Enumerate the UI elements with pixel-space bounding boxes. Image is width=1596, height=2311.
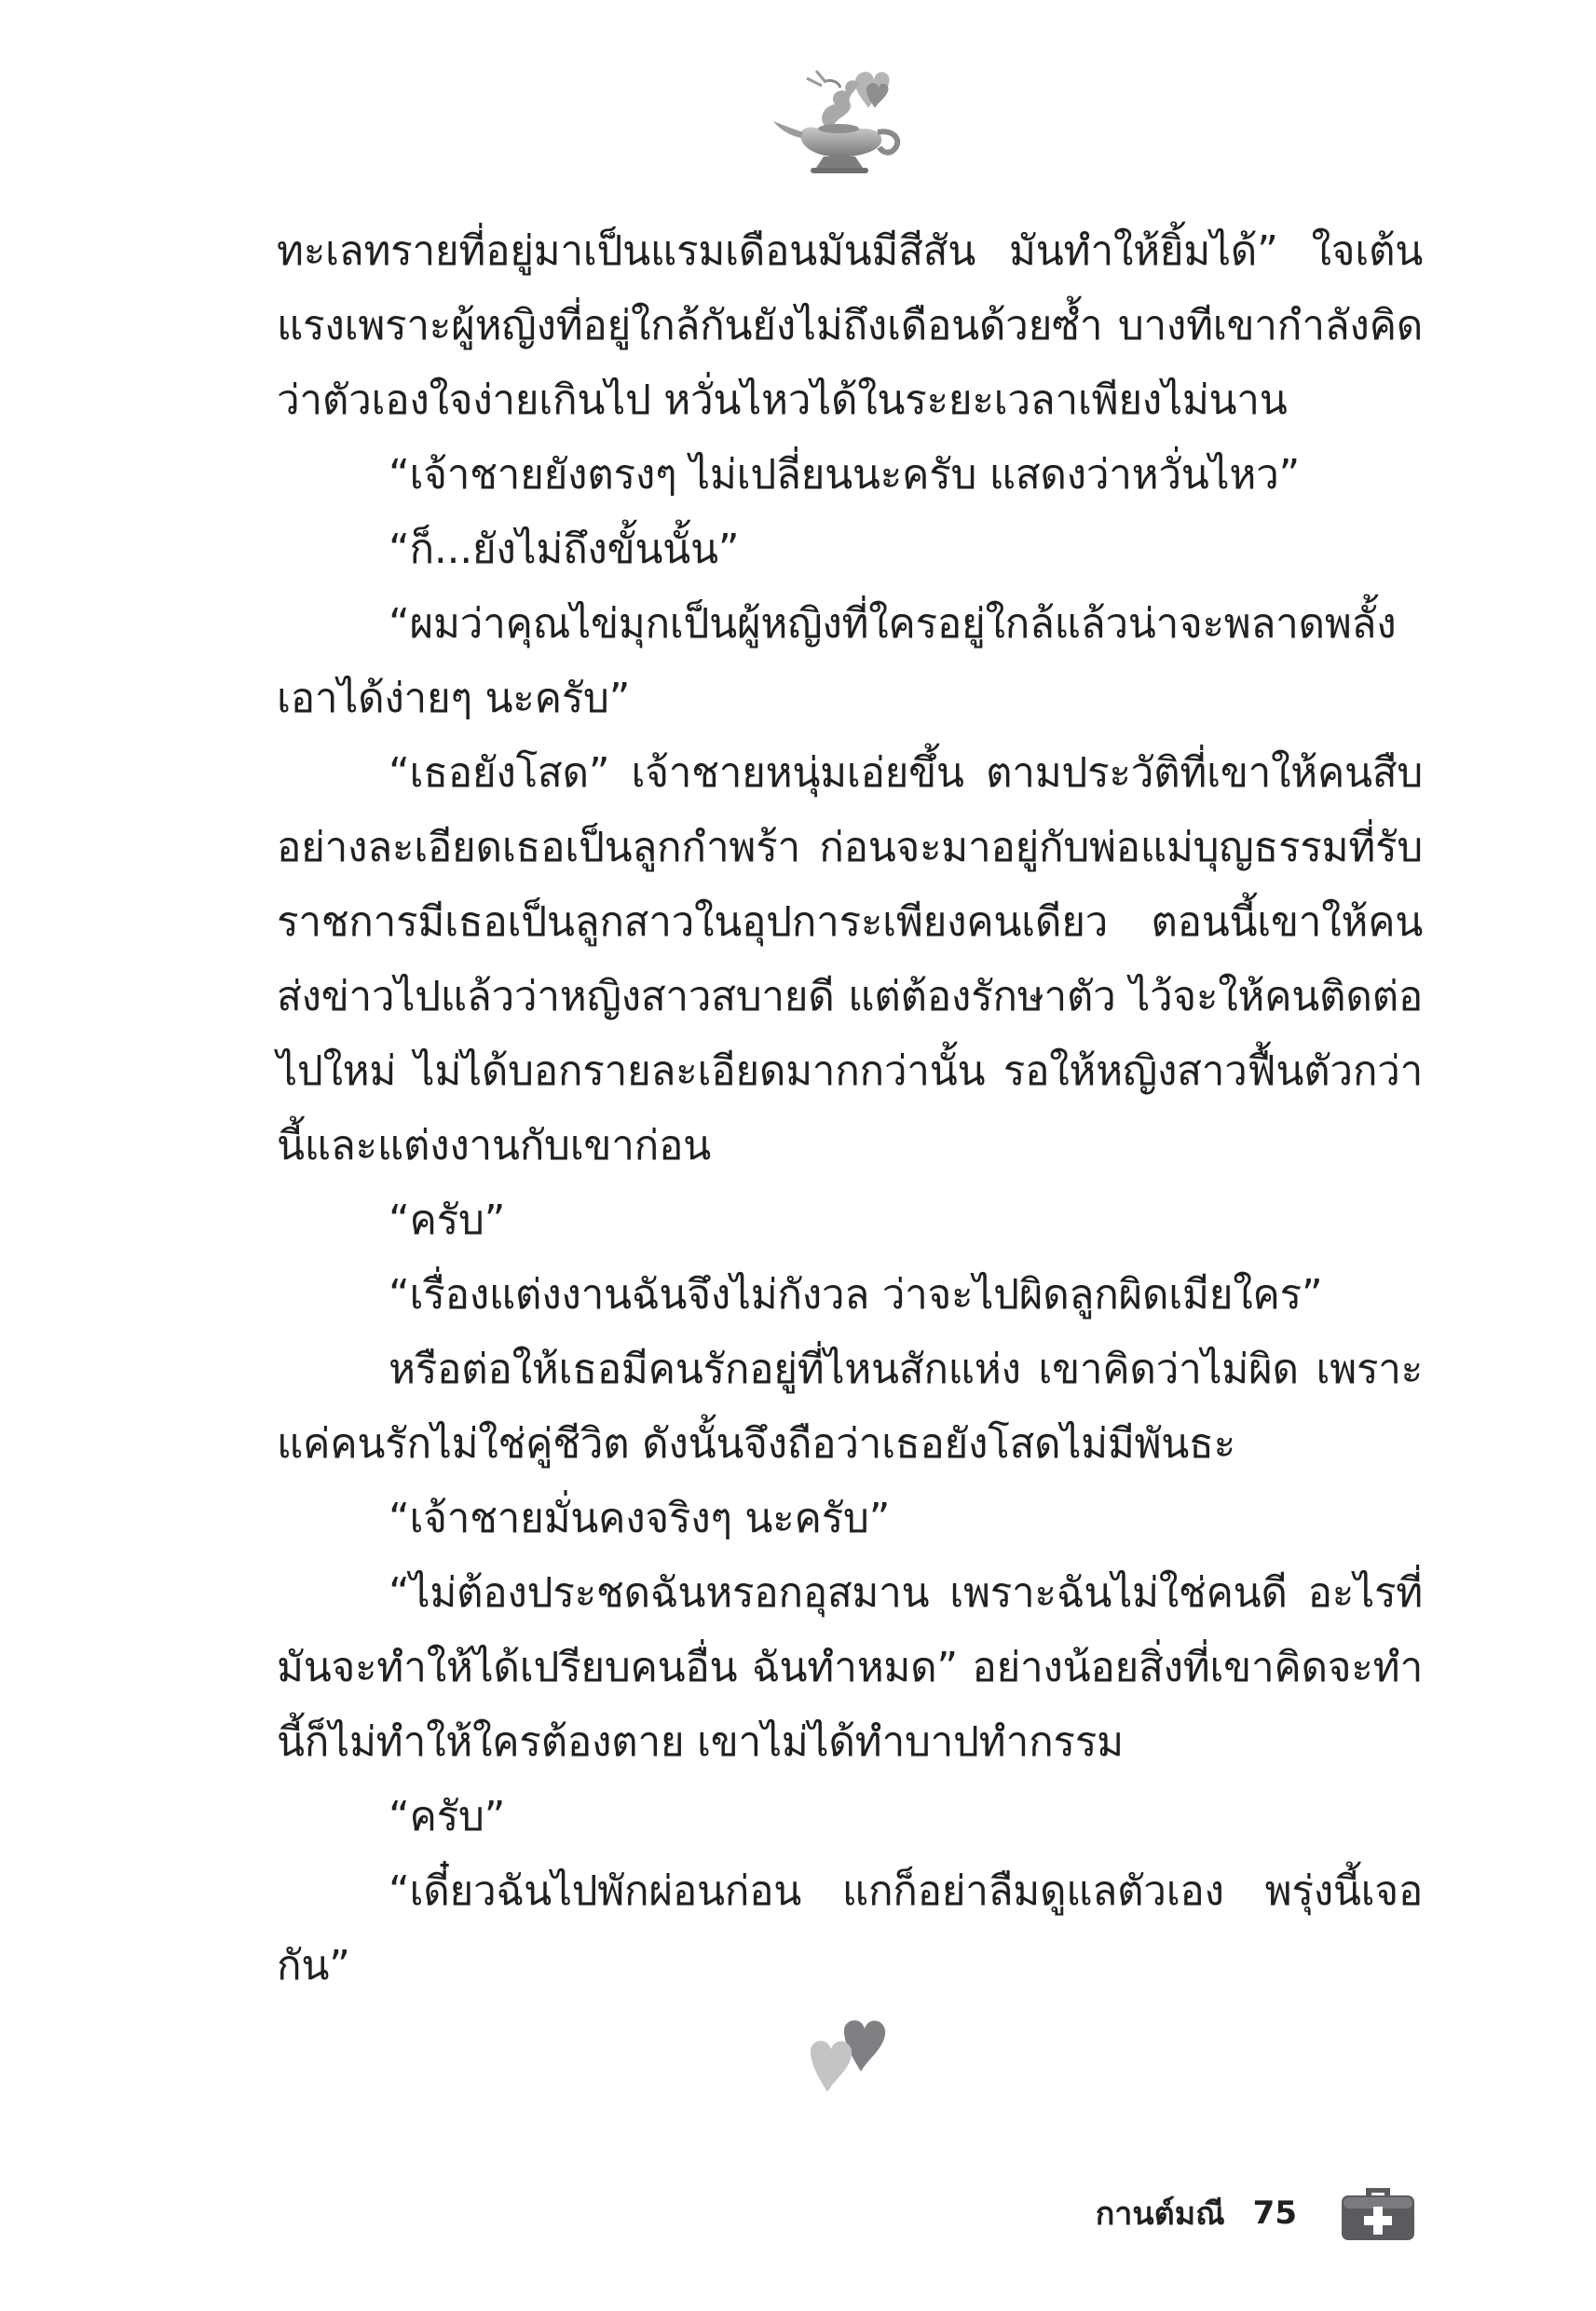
paragraph: “ผมว่าคุณไข่มุกเป็นผู้หญิงที่ใครอยู่ใกล้แล้วน่าจะพลาดพลั้งเอาได้ง่ายๆ นะครับ” — [277, 600, 1397, 722]
story-text — [277, 214, 1423, 2003]
paragraph: “ไม่ต้องประชดฉันหรอกอุสมาน เพราะฉันไม่ใช่คนดี อะไรที่มันจะทำให้ได้เปรียบคนอื่น ฉันทำหมด” อย่างน้อยสิ่งที่เขาคิดจะทำนี้ก็ไม่ทำให้ใครต้องตาย เขาไม่ได้ทำบาปทำกรรม — [277, 1569, 1423, 1766]
book-title: กานต์มณี — [1095, 2195, 1225, 2233]
paragraph: “ก็...ยังไม่ถึงขั้นนั้น” — [389, 526, 740, 573]
medical-kit-icon — [1340, 2184, 1416, 2242]
magic-lamp-icon — [770, 54, 909, 177]
paragraph: “เจ้าชายยังตรงๆ ไม่เปลี่ยนนะครับ แสดงว่าหวั่นไหว” — [389, 451, 1300, 499]
double-heart-icon — [807, 2017, 887, 2098]
page-number: 75 — [1252, 2195, 1297, 2232]
paragraph: ทะเลทรายที่อยู่มาเป็นแรมเดือนมันมีสีสัน มันทำให้ยิ้มได้” ใจเต้นแรงเพราะผู้หญิงที่อยู่ใกล้กันยังไม่ถึงเดือนด้วยซ้ำ บางทีเขากำลังคิดว่าตัวเองใจง่ายเกินไป หวั่นไหวได้ในระยะเวลาเพียงไม่นาน — [277, 227, 1423, 424]
paragraph: “ครับ” — [389, 1793, 506, 1840]
paragraph: “เรื่องแต่งงานฉันจึงไม่กังวล ว่าจะไปผิดลูกผิดเมียใคร” — [389, 1271, 1323, 1319]
paragraph: “เธอยังโสด” เจ้าชายหนุ่มเอ่ยขึ้น ตามประวัติที่เขาให้คนสืบอย่างละเอียดเธอเป็นลูกกำพร้า ก่อนจะมาอยู่กับพ่อแม่บุญธรรมที่รับราชการมีเธอเป็นลูกสาวในอุปการะเพียงคนเดียว ตอนนี้เขาให้คนส่งข่าวไปแล้วว่าหญิงสาวสบายดี แต่ต้องรักษาตัว ไว้จะให้คนติดต่อไปใหม่ ไม่ได้บอกรายละเอียดมากกว่านั้น รอให้หญิงสาวฟื้นตัวกว่านี้และแต่งงานกับเขาก่อน — [277, 749, 1423, 1169]
paragraph: “เจ้าชายมั่นคงจริงๆ นะครับ” — [389, 1495, 891, 1542]
paragraph: “เดี๋ยวฉันไปพักผ่อนก่อน แกก็อย่าลืมดูแลตัวเอง พรุ่งนี้เจอกัน” — [277, 1867, 1423, 1990]
page-footer — [1081, 2181, 1416, 2246]
paragraph: “ครับ” — [389, 1197, 506, 1244]
paragraph: หรือต่อให้เธอมีคนรักอยู่ที่ไหนสักแห่ง เขาคิดว่าไม่ผิด เพราะแค่คนรักไม่ใช่คู่ชีวิต ดังนั้นจึงถือว่าเธอยังโสดไม่มีพันธะ — [277, 1346, 1423, 1468]
